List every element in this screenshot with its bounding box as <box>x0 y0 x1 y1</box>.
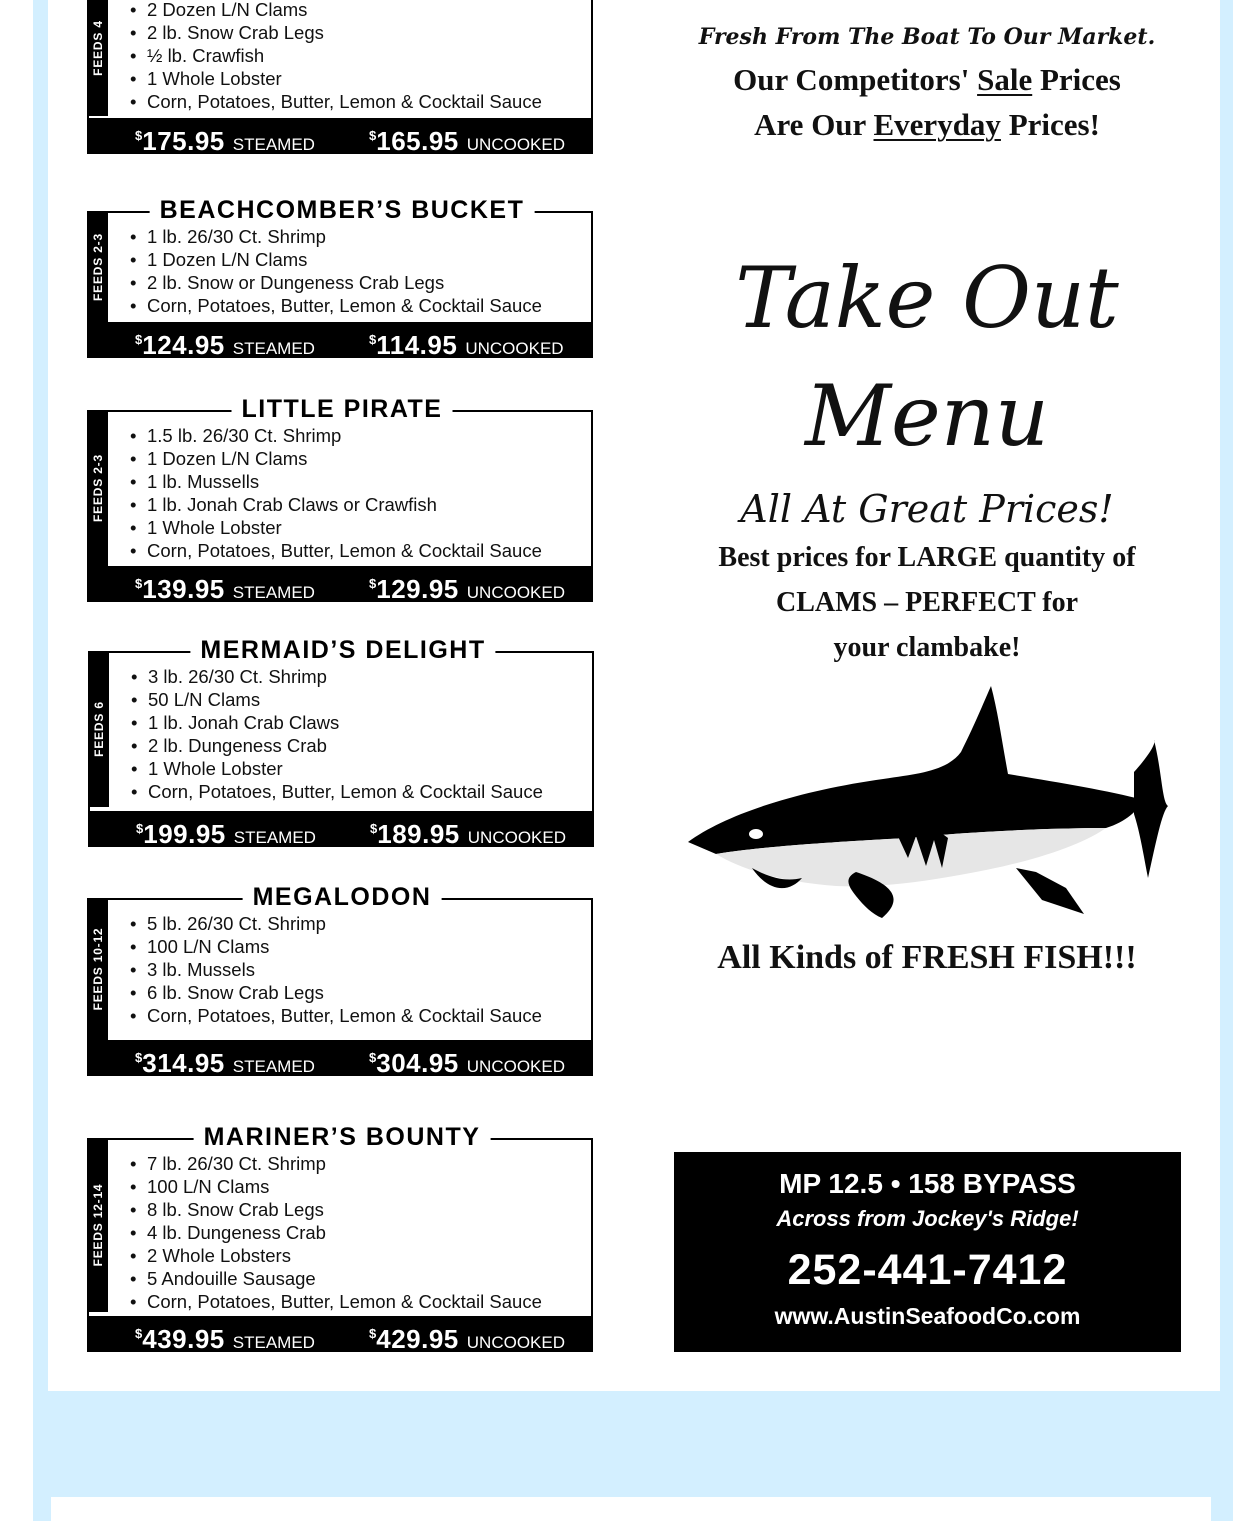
clams-note-line1: Best prices for LARGE quantity of <box>718 542 1136 573</box>
phone-number[interactable]: 252-441-7412 <box>787 1246 1068 1294</box>
package-item: • Corn, Potatoes, Butter, Lemon & Cocktail Sauce <box>127 90 542 113</box>
price-bar <box>87 118 593 154</box>
competitor-line: Our Competitors' Sale Prices <box>733 62 1121 97</box>
uncooked-price: $189.95 UNCOOKED <box>370 819 566 849</box>
package-items <box>127 912 542 1027</box>
package-item: • 3 lb. Mussels <box>127 958 542 981</box>
location-line: MP 12.5 • 158 BYPASS <box>779 1168 1076 1199</box>
package-title: MARINER’S BOUNTY <box>194 1122 491 1152</box>
uncooked-price: $165.95 UNCOOKED <box>369 126 565 156</box>
package-item: • 1.5 lb. 26/30 Ct. Shrimp <box>127 424 542 447</box>
package-item: • Corn, Potatoes, Butter, Lemon & Cocktail Sauce <box>127 539 542 562</box>
package-item: • 2 Dozen L/N Clams <box>127 0 542 21</box>
package-box-mermaids-delight <box>88 636 594 849</box>
package-items <box>127 225 542 317</box>
fresh-fish-note: All Kinds of FRESH FISH!!! <box>717 939 1137 976</box>
package-item: • 7 lb. 26/30 Ct. Shrimp <box>127 1152 542 1175</box>
take-out-heading: Take Out <box>735 249 1119 347</box>
package-item: • 4 lb. Dungeness Crab <box>127 1221 542 1244</box>
clams-note-line2: CLAMS – PERFECT for <box>775 587 1079 618</box>
package-item: • Corn, Potatoes, Butter, Lemon & Cocktail Sauce <box>127 1290 542 1313</box>
steamed-price: $314.95 STEAMED <box>135 1048 315 1078</box>
steamed-price: $175.95 STEAMED <box>135 126 315 156</box>
clams-note-line3: your clambake! <box>833 632 1021 663</box>
package-item: • 2 lb. Snow or Dungeness Crab Legs <box>127 271 542 294</box>
steamed-price: $439.95 STEAMED <box>135 1324 315 1354</box>
package-items <box>128 665 543 803</box>
price-bar <box>87 1040 593 1076</box>
package-item: • 6 lb. Snow Crab Legs <box>127 981 542 1004</box>
uncooked-price: $114.95 UNCOOKED <box>369 330 564 360</box>
package-title: MERMAID’S DELIGHT <box>190 635 495 665</box>
package-items <box>127 1152 542 1313</box>
package-item: • 1 lb. Mussells <box>127 470 542 493</box>
package-item: • 5 lb. 26/30 Ct. Shrimp <box>127 912 542 935</box>
feeds-label: FEEDS 6 <box>88 651 109 807</box>
package-item: • 1 Whole Lobster <box>127 67 542 90</box>
tagline: Fresh From The Boat To Our Market. <box>698 24 1156 50</box>
steamed-price: $139.95 STEAMED <box>135 574 315 604</box>
package-items <box>127 424 542 562</box>
uncooked-price: $129.95 UNCOOKED <box>369 574 565 604</box>
package-item: • 1 lb. Jonah Crab Claws <box>128 711 543 734</box>
package-item: • 5 Andouille Sausage <box>127 1267 542 1290</box>
package-item: • 2 lb. Snow Crab Legs <box>127 21 542 44</box>
package-box-megalodon <box>87 883 593 1078</box>
everyday-line: Are Our Everyday Prices! <box>754 107 1100 142</box>
package-item: • 2 lb. Dungeness Crab <box>128 734 543 757</box>
package-box-beachcombers-bucket <box>87 196 593 360</box>
package-item: • Corn, Potatoes, Butter, Lemon & Cocktail Sauce <box>127 1004 542 1027</box>
uncooked-price: $304.95 UNCOOKED <box>369 1048 565 1078</box>
package-box-mariners-bounty <box>87 1123 593 1354</box>
uncooked-price: $429.95 UNCOOKED <box>369 1324 565 1354</box>
package-item: • 2 Whole Lobsters <box>127 1244 542 1267</box>
price-bar <box>88 811 594 847</box>
menu-heading: Menu <box>805 367 1049 465</box>
package-item: • 1 Dozen L/N Clams <box>127 447 542 470</box>
package-item: • 1 Whole Lobster <box>127 516 542 539</box>
package-title: BEACHCOMBER’S BUCKET <box>150 195 535 225</box>
steamed-price: $199.95 STEAMED <box>136 819 316 849</box>
feeds-label: FEEDS 10-12 <box>87 898 108 1040</box>
package-item: • 1 lb. 26/30 Ct. Shrimp <box>127 225 542 248</box>
package-item: • 100 L/N Clams <box>127 1175 542 1198</box>
steamed-price: $124.95 STEAMED <box>135 330 315 360</box>
feeds-label: FEEDS 12-14 <box>87 1138 108 1312</box>
feeds-label: FEEDS 2-3 <box>87 410 108 566</box>
price-bar <box>87 1316 593 1352</box>
package-items <box>127 0 542 113</box>
package-item: • 50 L/N Clams <box>128 688 543 711</box>
contact-box <box>674 1152 1181 1352</box>
price-bar <box>87 566 593 602</box>
great-prices-subheading: All At Great Prices! <box>740 487 1114 531</box>
package-title: MEGALODON <box>243 882 442 912</box>
landmark-line: Across from Jockey's Ridge! <box>776 1206 1079 1231</box>
price-bar <box>87 322 593 358</box>
package-box-little-pirate <box>87 395 593 604</box>
package-item: • Corn, Potatoes, Butter, Lemon & Cocktail Sauce <box>127 294 542 317</box>
package-item: • 8 lb. Snow Crab Legs <box>127 1198 542 1221</box>
shark-icon <box>686 682 1170 922</box>
website-link[interactable]: www.AustinSeafoodCo.com <box>774 1303 1081 1329</box>
feeds-label: FEEDS 4 <box>87 0 108 116</box>
package-item: • 1 Dozen L/N Clams <box>127 248 542 271</box>
package-item: • 1 Whole Lobster <box>128 757 543 780</box>
package-item: • ½ lb. Crawfish <box>127 44 542 67</box>
package-title: LITTLE PIRATE <box>232 394 453 424</box>
next-page-sheet <box>51 1497 1211 1527</box>
package-item: • 1 lb. Jonah Crab Claws or Crawfish <box>127 493 542 516</box>
package-box-feeds-4 <box>87 0 593 154</box>
package-item: • 3 lb. 26/30 Ct. Shrimp <box>128 665 543 688</box>
package-item: • 100 L/N Clams <box>127 935 542 958</box>
feeds-label: FEEDS 2-3 <box>87 211 108 322</box>
package-item: • Corn, Potatoes, Butter, Lemon & Cocktail Sauce <box>128 780 543 803</box>
